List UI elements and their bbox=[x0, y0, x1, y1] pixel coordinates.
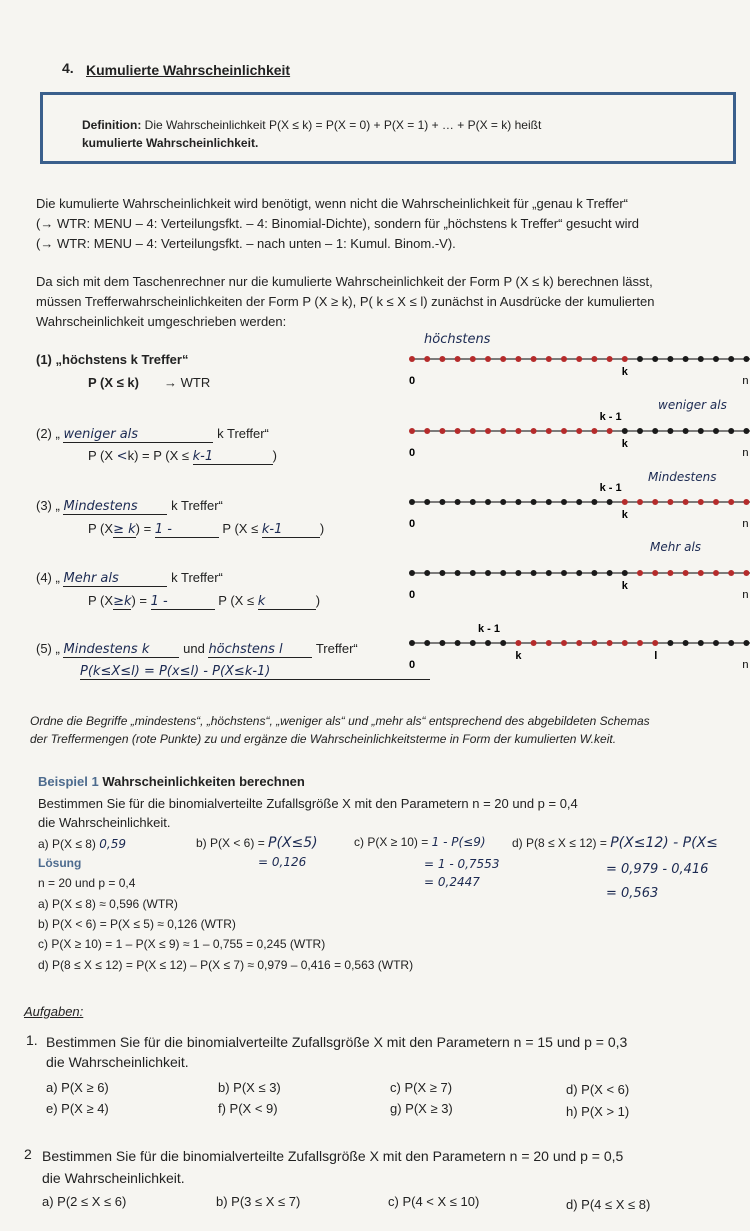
number-line-2-dot bbox=[683, 428, 689, 434]
beispiel-title-rest: Wahrscheinlichkeiten berechnen bbox=[102, 774, 305, 789]
number-line-1-dot bbox=[698, 356, 704, 362]
number-line-3-dot bbox=[455, 499, 461, 505]
case-2-formula bbox=[88, 448, 277, 465]
number-line-1-dot bbox=[728, 356, 734, 362]
number-line-4-dot bbox=[576, 570, 582, 576]
case-2-f-mid: k) = P (X ≤ bbox=[127, 448, 190, 463]
number-line-3-dot bbox=[591, 499, 597, 505]
number-line-5-dot bbox=[576, 640, 582, 646]
beispiel-c-hand2: = 1 - 0,7553 bbox=[424, 857, 500, 871]
number-line-2-dot bbox=[637, 428, 643, 434]
task-2-text: Bestimmen Sie für die binomialverteilte Zufallsgröße X mit den Parametern n = 20 und p = 0,5 bbox=[42, 1148, 624, 1164]
label-zero: 0 bbox=[409, 447, 416, 459]
beispiel-d bbox=[512, 835, 718, 851]
label-n: n bbox=[742, 659, 749, 671]
beispiel-title: Beispiel 1 bbox=[38, 774, 99, 789]
case-5-formula: P(k≤X≤l) = P(x≤l) - P(X≤k-1) bbox=[80, 664, 430, 680]
number-line-2-dot bbox=[531, 428, 537, 434]
number-line-4-dot bbox=[470, 570, 476, 576]
nl-hand-2: weniger als bbox=[658, 398, 727, 412]
case-5-num: (5) bbox=[36, 641, 52, 656]
number-line-1-dot bbox=[713, 356, 719, 362]
beispiel-b-text: b) P(X < 6) = bbox=[196, 836, 265, 850]
number-line-5-dot bbox=[622, 640, 628, 646]
number-line-4-dot bbox=[515, 570, 521, 576]
number-line-4-dot bbox=[743, 570, 749, 576]
task-1-item-g: g) P(X ≥ 3) bbox=[390, 1101, 453, 1116]
number-line-3-dot bbox=[743, 499, 749, 505]
loesung-params: n = 20 und p = 0,4 bbox=[38, 876, 136, 890]
number-line-3-dot bbox=[546, 499, 552, 505]
task-1-item-d: d) P(X < 6) bbox=[566, 1082, 630, 1097]
number-line-5-dot bbox=[470, 640, 476, 646]
number-line-1-dot bbox=[743, 356, 749, 362]
task-2-num: 2 bbox=[24, 1146, 32, 1162]
number-lines-group bbox=[409, 356, 750, 671]
number-line-3-dot bbox=[485, 499, 491, 505]
number-line-4-dot bbox=[667, 570, 673, 576]
number-line-2-dot bbox=[455, 428, 461, 434]
intro-line-1: Die kumulierte Wahrscheinlichkeit wird benötigt, wenn nicht die Wahrscheinlichkeit für „genau k Treffer“ bbox=[36, 196, 629, 211]
number-line-2-dot bbox=[607, 428, 613, 434]
task-2-item-b: b) P(3 ≤ X ≤ 7) bbox=[216, 1194, 301, 1209]
nl-hand-3: Mindestens bbox=[648, 470, 717, 484]
label-k-minus-1: k - 1 bbox=[599, 482, 622, 494]
case-3-f-hand: ≥ k bbox=[113, 522, 136, 537]
case-4-f-mid2: P (X ≤ bbox=[218, 593, 255, 608]
number-line-3-dot bbox=[713, 499, 719, 505]
task-2-item-a: a) P(2 ≤ X ≤ 6) bbox=[42, 1194, 127, 1209]
label-k: k bbox=[621, 366, 628, 378]
case-5-quote: „ bbox=[55, 641, 60, 656]
case-3-f-pre: P (X bbox=[88, 521, 114, 536]
case-3-post: k Treffer“ bbox=[171, 498, 223, 513]
number-line-5-dot bbox=[546, 640, 552, 646]
instruction-line-2: der Treffermengen (rote Punkte) zu und ergänze die Wahrscheinlichkeitsterme in Form der kumulierten W.keit. bbox=[30, 732, 617, 746]
intro-line-3: (→ WTR: MENU – 4: Verteilungsfkt. – nach unten – 1: Kumul. Binom.-V). bbox=[36, 236, 456, 251]
number-line-2-dot bbox=[576, 428, 582, 434]
number-line-1-dot bbox=[439, 356, 445, 362]
case-1-num: (1) bbox=[36, 352, 52, 367]
number-line-3-dot bbox=[607, 499, 613, 505]
number-line-5-dot bbox=[424, 640, 430, 646]
number-line-5-dot bbox=[439, 640, 445, 646]
number-line-4-dot bbox=[713, 570, 719, 576]
number-line-3-dot bbox=[683, 499, 689, 505]
case-5-fill1: Mindestens k bbox=[63, 642, 179, 658]
number-line-2-dot bbox=[409, 428, 415, 434]
case-3-f-mid: ) = bbox=[135, 521, 152, 536]
definition-label: Definition: bbox=[82, 118, 142, 132]
number-line-5-dot bbox=[743, 640, 749, 646]
label-k: k bbox=[621, 509, 628, 521]
section-number: 4. bbox=[62, 60, 74, 76]
label-k-minus-1: k - 1 bbox=[599, 411, 622, 423]
loesung-heading: Lösung bbox=[38, 856, 82, 870]
number-line-3-dot bbox=[652, 499, 658, 505]
case-2-post: k Treffer“ bbox=[217, 426, 269, 441]
number-line-5-dot bbox=[591, 640, 597, 646]
case-2-f-pre: P (X bbox=[88, 448, 117, 463]
label-k: k bbox=[515, 650, 522, 662]
number-line-2-dot bbox=[622, 428, 628, 434]
number-line-2-dot bbox=[591, 428, 597, 434]
number-line-5-dot bbox=[607, 640, 613, 646]
intro-line-5: müssen Trefferwahrscheinlichkeiten der Form P (X ≥ k), P( k ≤ X ≤ l) zunächst in Ausdrücke der kumulierten bbox=[36, 294, 655, 309]
beispiel-a-text: a) P(X ≤ 8) bbox=[38, 837, 96, 851]
number-line-4-dot bbox=[683, 570, 689, 576]
beispiel-heading bbox=[38, 774, 305, 789]
label-zero: 0 bbox=[409, 518, 416, 530]
beispiel-c-hand: 1 - P(≤9) bbox=[431, 835, 486, 849]
number-line-2-dot bbox=[728, 428, 734, 434]
intro-line-6: Wahrscheinlichkeit umgeschrieben werden: bbox=[36, 314, 287, 329]
number-line-4-dot bbox=[591, 570, 597, 576]
task-2-item-c: c) P(4 < X ≤ 10) bbox=[388, 1194, 480, 1209]
beispiel-c-text: c) P(X ≥ 10) = bbox=[354, 835, 429, 849]
number-line-3-dot bbox=[439, 499, 445, 505]
definition-text: Die Wahrscheinlichkeit P(X ≤ k) = P(X = 0) + P(X = 1) + … + P(X = k) heißt bbox=[144, 118, 542, 132]
number-line-5-dot bbox=[485, 640, 491, 646]
number-line-5-dot bbox=[515, 640, 521, 646]
case-2-f-hand: < bbox=[116, 449, 128, 464]
label-zero: 0 bbox=[409, 589, 416, 601]
number-line-3-dot bbox=[561, 499, 567, 505]
number-line-4-dot bbox=[424, 570, 430, 576]
number-line-1-dot bbox=[470, 356, 476, 362]
label-n: n bbox=[742, 518, 749, 530]
case-5-post: Treffer“ bbox=[315, 641, 358, 656]
beispiel-b-hand2: = 0,126 bbox=[258, 855, 307, 869]
number-line-1-dot bbox=[667, 356, 673, 362]
beispiel-c-hand3: = 0,2447 bbox=[424, 875, 480, 889]
number-line-3-dot bbox=[667, 499, 673, 505]
task-1-num: 1. bbox=[26, 1032, 38, 1048]
number-line-4-dot bbox=[531, 570, 537, 576]
number-line-1-dot bbox=[576, 356, 582, 362]
loesung-a: a) P(X ≤ 8) ≈ 0,596 (WTR) bbox=[38, 897, 178, 911]
number-line-5-dot bbox=[667, 640, 673, 646]
number-line-1-dot bbox=[607, 356, 613, 362]
case-1-arrow: → WTR bbox=[164, 375, 211, 390]
number-line-1-dot bbox=[591, 356, 597, 362]
definition-line2: kumulierte Wahrscheinlichkeit. bbox=[82, 136, 259, 150]
number-line-3-dot bbox=[622, 499, 628, 505]
case-4-formula bbox=[88, 593, 320, 610]
number-line-3-dot bbox=[728, 499, 734, 505]
beispiel-a bbox=[38, 837, 126, 851]
nl-hand-4: Mehr als bbox=[650, 540, 702, 554]
label-k-minus-1: k - 1 bbox=[478, 623, 501, 635]
intro-line-4: Da sich mit dem Taschenrechner nur die kumulierte Wahrscheinlichkeit der Form P (X ≤ k) berechnen lässt, bbox=[36, 274, 653, 289]
number-line-2-dot bbox=[500, 428, 506, 434]
label-k: k bbox=[621, 580, 628, 592]
number-line-1-dot bbox=[515, 356, 521, 362]
beispiel-d-hand3: = 0,563 bbox=[606, 886, 659, 901]
number-line-1-dot bbox=[485, 356, 491, 362]
beispiel-text-1: Bestimmen Sie für die binomialverteilte Zufallsgröße X mit den Parametern n = 20 und p = 0,4 bbox=[38, 796, 578, 811]
number-line-5-dot bbox=[637, 640, 643, 646]
case-3-num: (3) bbox=[36, 498, 52, 513]
task-1-item-b: b) P(X ≤ 3) bbox=[218, 1080, 281, 1095]
number-line-4-dot bbox=[698, 570, 704, 576]
task-2-item-d: d) P(4 ≤ X ≤ 8) bbox=[566, 1197, 651, 1212]
number-line-4-dot bbox=[485, 570, 491, 576]
label-zero: 0 bbox=[409, 659, 416, 671]
number-line-4-dot bbox=[500, 570, 506, 576]
label-zero: 0 bbox=[409, 375, 416, 387]
number-line-1-dot bbox=[652, 356, 658, 362]
case-4-fill: Mehr als bbox=[63, 571, 167, 587]
number-line-5-dot bbox=[409, 640, 415, 646]
task-1-item-c: c) P(X ≥ 7) bbox=[390, 1080, 453, 1095]
beispiel-c bbox=[354, 835, 486, 849]
number-line-5-dot bbox=[728, 640, 734, 646]
case-4-quote: „ bbox=[55, 570, 60, 585]
nl-hand-top: höchstens bbox=[424, 332, 491, 347]
number-line-2-dot bbox=[743, 428, 749, 434]
number-line-4-dot bbox=[409, 570, 415, 576]
number-line-4-dot bbox=[652, 570, 658, 576]
case-4-f-fill2: k bbox=[258, 594, 316, 610]
case-4-f-hand: ≥k bbox=[113, 594, 132, 609]
case-4-f-mid: ) = bbox=[131, 593, 148, 608]
label-n: n bbox=[742, 589, 749, 601]
number-line-1-dot bbox=[500, 356, 506, 362]
number-line-3-dot bbox=[637, 499, 643, 505]
beispiel-b-hand: P(X≤5) bbox=[268, 835, 318, 851]
number-line-2-dot bbox=[652, 428, 658, 434]
case-1-text: „höchstens k Treffer“ bbox=[55, 352, 189, 367]
number-line-5-dot bbox=[561, 640, 567, 646]
case-3-fill: Mindestens bbox=[63, 499, 167, 515]
number-line-1-dot bbox=[546, 356, 552, 362]
number-line-5-dot bbox=[652, 640, 658, 646]
number-line-1-dot bbox=[409, 356, 415, 362]
task-1-item-a: a) P(X ≥ 6) bbox=[46, 1080, 109, 1095]
number-line-3-dot bbox=[500, 499, 506, 505]
number-line-3-dot bbox=[576, 499, 582, 505]
task-1-item-f: f) P(X < 9) bbox=[218, 1101, 278, 1116]
definition-line1 bbox=[82, 118, 541, 132]
number-line-1-dot bbox=[637, 356, 643, 362]
number-line-2-dot bbox=[485, 428, 491, 434]
case-3-f-mid2: P (X ≤ bbox=[222, 521, 259, 536]
number-line-1-dot bbox=[622, 356, 628, 362]
number-line-4-dot bbox=[607, 570, 613, 576]
number-line-4-dot bbox=[455, 570, 461, 576]
number-line-2-dot bbox=[515, 428, 521, 434]
page-title: Kumulierte Wahrscheinlichkeit bbox=[86, 62, 291, 78]
case-4-f-end: ) bbox=[315, 593, 321, 608]
number-line-1-dot bbox=[455, 356, 461, 362]
number-line-5-dot bbox=[531, 640, 537, 646]
number-lines-diagram bbox=[400, 345, 750, 675]
number-line-4-dot bbox=[728, 570, 734, 576]
case-3-f-fill: 1 - bbox=[155, 522, 219, 538]
beispiel-d-hand: P(X≤12) - P(X≤ bbox=[610, 835, 718, 851]
case-2-f-end: ) bbox=[272, 448, 277, 463]
case-4-post: k Treffer“ bbox=[171, 570, 223, 585]
number-line-4-dot bbox=[637, 570, 643, 576]
case-4-f-fill: 1 - bbox=[151, 594, 215, 610]
case-3-quote: „ bbox=[55, 498, 60, 513]
case-4-label bbox=[36, 570, 223, 587]
number-line-5-dot bbox=[500, 640, 506, 646]
instruction-line-1: Ordne die Begriffe „mindestens“, „höchstens“, „weniger als“ und „mehr als“ entsprechend des abgebildeten Schemas bbox=[30, 714, 650, 728]
number-line-2-dot bbox=[424, 428, 430, 434]
case-3-f-end: ) bbox=[319, 521, 325, 536]
number-line-2-dot bbox=[713, 428, 719, 434]
number-line-2-dot bbox=[546, 428, 552, 434]
beispiel-d-hand2: = 0,979 - 0,416 bbox=[606, 862, 709, 877]
number-line-4-dot bbox=[561, 570, 567, 576]
number-line-5-dot bbox=[683, 640, 689, 646]
number-line-3-dot bbox=[409, 499, 415, 505]
number-line-1-dot bbox=[683, 356, 689, 362]
number-line-4-dot bbox=[546, 570, 552, 576]
number-line-3-dot bbox=[531, 499, 537, 505]
number-line-2-dot bbox=[470, 428, 476, 434]
number-line-4-dot bbox=[622, 570, 628, 576]
case-2-fill: weniger als bbox=[63, 427, 213, 443]
intro-line-2: (→ WTR: MENU – 4: Verteilungsfkt. – 4: Binomial-Dichte), sondern für „höchstens k Treffer“ gesucht wird bbox=[36, 216, 640, 231]
aufgaben-heading: Aufgaben: bbox=[24, 1004, 84, 1019]
case-3-f-fill2: k-1 bbox=[262, 522, 320, 538]
case-2-quote: „ bbox=[55, 426, 60, 441]
case-2-num: (2) bbox=[36, 426, 52, 441]
number-line-2-dot bbox=[667, 428, 673, 434]
loesung-b: b) P(X < 6) = P(X ≤ 5) ≈ 0,126 (WTR) bbox=[38, 917, 236, 931]
number-line-2-dot bbox=[561, 428, 567, 434]
case-1-formula: P (X ≤ k) bbox=[88, 375, 139, 390]
label-n: n bbox=[742, 447, 749, 459]
task-1-item-e: e) P(X ≥ 4) bbox=[46, 1101, 109, 1116]
label-k: k bbox=[621, 438, 628, 450]
case-4-num: (4) bbox=[36, 570, 52, 585]
task-2-text-2: die Wahrscheinlichkeit. bbox=[42, 1170, 185, 1186]
case-4-f-pre: P (X bbox=[88, 593, 114, 608]
task-1-text-2: die Wahrscheinlichkeit. bbox=[46, 1054, 189, 1070]
number-line-5-dot bbox=[713, 640, 719, 646]
number-line-3-dot bbox=[470, 499, 476, 505]
case-3-label bbox=[36, 498, 223, 515]
label-l: l bbox=[654, 650, 658, 662]
case-3-formula bbox=[88, 521, 324, 538]
beispiel-a-hand: 0,59 bbox=[99, 837, 126, 851]
label-n: n bbox=[742, 375, 749, 387]
case-2-label bbox=[36, 426, 269, 443]
beispiel-b bbox=[196, 835, 318, 851]
number-line-2-dot bbox=[698, 428, 704, 434]
case-2-f-fill: k-1 bbox=[193, 449, 273, 465]
number-line-4-dot bbox=[439, 570, 445, 576]
number-line-5-dot bbox=[455, 640, 461, 646]
loesung-d: d) P(8 ≤ X ≤ 12) = P(X ≤ 12) – P(X ≤ 7) ≈ 0,979 – 0,416 = 0,563 (WTR) bbox=[38, 958, 414, 972]
number-line-3-dot bbox=[515, 499, 521, 505]
case-5-und: und bbox=[183, 641, 205, 656]
beispiel-d-text: d) P(8 ≤ X ≤ 12) = bbox=[512, 836, 607, 850]
task-1-text: Bestimmen Sie für die binomialverteilte Zufallsgröße X mit den Parametern n = 15 und p = 0,3 bbox=[46, 1034, 628, 1050]
number-line-1-dot bbox=[424, 356, 430, 362]
case-1-label bbox=[36, 352, 188, 367]
task-1-item-h: h) P(X > 1) bbox=[566, 1104, 630, 1119]
number-line-2-dot bbox=[439, 428, 445, 434]
number-line-3-dot bbox=[424, 499, 430, 505]
number-line-1-dot bbox=[531, 356, 537, 362]
number-line-5-dot bbox=[698, 640, 704, 646]
number-line-1-dot bbox=[561, 356, 567, 362]
number-line-3-dot bbox=[698, 499, 704, 505]
beispiel-text-2: die Wahrscheinlichkeit. bbox=[38, 815, 171, 830]
loesung-c: c) P(X ≥ 10) = 1 – P(X ≤ 9) ≈ 1 – 0,755 = 0,245 (WTR) bbox=[38, 937, 326, 951]
case-5-label bbox=[36, 641, 358, 658]
case-5-fill2: höchstens l bbox=[208, 642, 312, 658]
